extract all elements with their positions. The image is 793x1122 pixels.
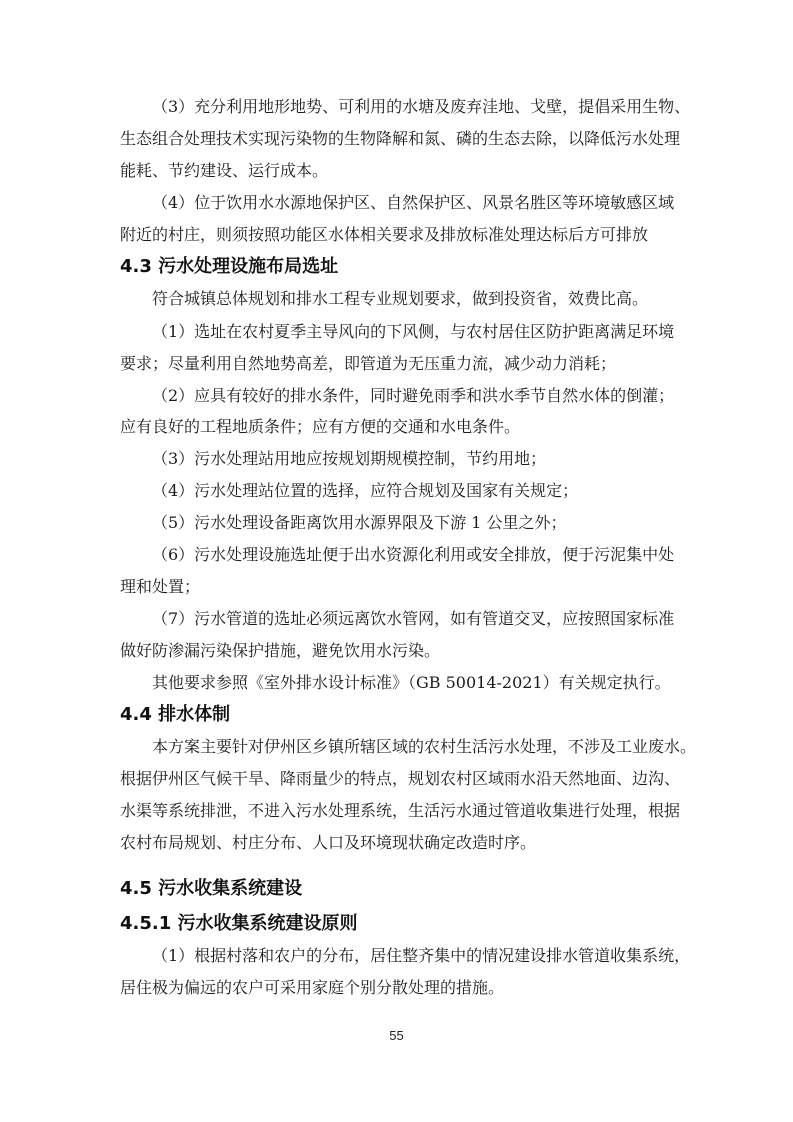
paragraph-line: （6）污水处理设施选址便于出水资源化利用或安全排放，便于污泥集中处 [152, 545, 675, 564]
section-heading-4-5: 4.5 污水收集系统建设 [120, 878, 303, 899]
paragraph-line: 做好防渗漏污染保护措施，避免饮用水污染。 [120, 641, 441, 660]
paragraph-line: 附近的村庄，则须按照功能区水体相关要求及排放标准处理达标后方可排放 [120, 225, 649, 244]
paragraph-line: 应有良好的工程地质条件；应有方便的交通和水电条件。 [120, 417, 521, 436]
paragraph-line: 生态组合处理技术实现污染物的生物降解和氮、磷的生态去除，以降低污水处理 [120, 129, 681, 148]
section-heading-4-4: 4.4 排水体制 [120, 704, 231, 725]
paragraph-line: （2）应具有较好的排水条件，同时避免雨季和洪水季节自然水体的倒灌； [152, 386, 675, 405]
paragraph-line: （1）根据村落和农户的分布，居住整齐集中的情况建设排水管道收集系统， [152, 946, 691, 965]
paragraph-line: （3）污水处理站用地应按规划期规模控制，节约用地； [152, 449, 547, 468]
paragraph-line: 其他要求参照《室外排水设计标准》（GB 50014-2021）有关规定执行。 [152, 673, 671, 692]
section-heading-4-5-1: 4.5.1 污水收集系统建设原则 [120, 913, 358, 934]
paragraph-line: （1）选址在农村夏季主导风向的下风侧，与农村居住区防护距离满足环境 [152, 322, 675, 341]
paragraph-line: 农村布局规划、村庄分布、人口及环境现状确定改造时序。 [120, 833, 537, 852]
paragraph-line: （5）污水处理设备距离饮用水源界限及下游 1 公里之外； [152, 513, 567, 532]
paragraph-line: 理和处置； [120, 577, 201, 596]
paragraph-line: 本方案主要针对伊州区乡镇所辖区域的农村生活污水处理，不涉及工业废水。 [152, 737, 697, 756]
paragraph-line: （4）污水处理站位置的选择，应符合规划及国家有关规定； [152, 481, 579, 500]
paragraph-line: 能耗、节约建设、运行成本。 [120, 161, 329, 180]
paragraph-line: （7）污水管道的选址必须远离饮水管网，如有管道交叉，应按照国家标准 [152, 609, 675, 628]
paragraph-line: 水渠等系统排泄，不进入污水处理系统，生活污水通过管道收集进行处理，根据 [120, 801, 681, 820]
paragraph-line: 居住极为偏远的农户可采用家庭个别分散处理的措施。 [120, 978, 505, 997]
paragraph-line: 根据伊州区气候干旱、降雨量少的特点，规划农村区域雨水沿天然地面、边沟、 [120, 769, 681, 788]
paragraph-line: （3）充分利用地形地势、可利用的水塘及废弃洼地、戈壁，提倡采用生物、 [152, 97, 691, 116]
paragraph-line: 要求；尽量利用自然地势高差，即管道为无压重力流，减少动力消耗； [120, 354, 617, 373]
paragraph-line: 符合城镇总体规划和排水工程专业规划要求，做到投资省，效费比高。 [152, 289, 649, 308]
section-heading-4-3: 4.3 污水处理设施布局选址 [120, 256, 339, 277]
paragraph-line: （4）位于饮用水水源地保护区、自然保护区、风景名胜区等环境敏感区域 [152, 193, 675, 212]
page-number: 55 [389, 1028, 404, 1043]
